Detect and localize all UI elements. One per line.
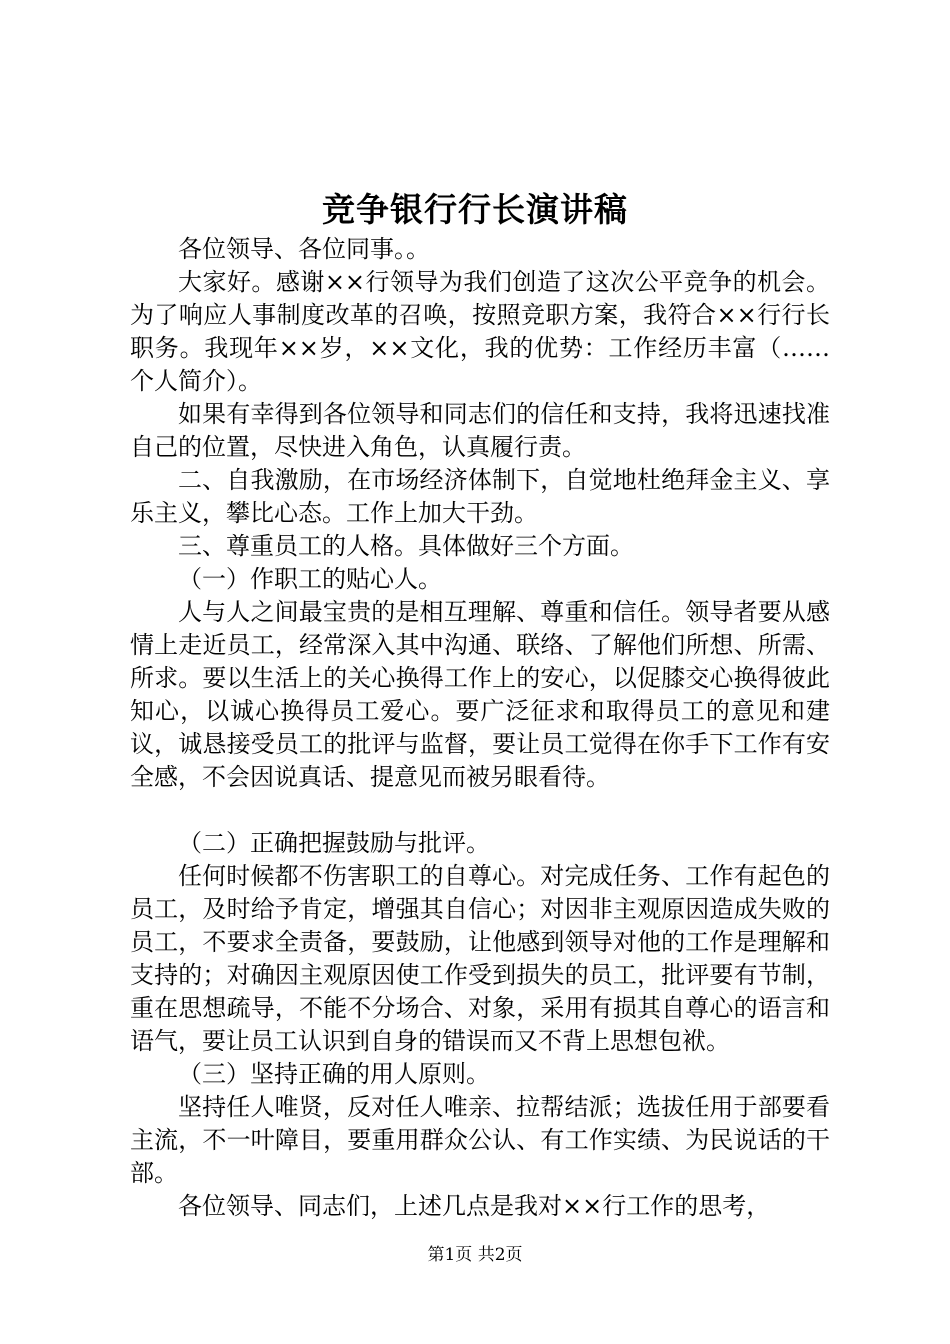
paragraph-section-three: 坚持任人唯贤，反对任人唯亲、拉帮结派；选拔任用于部要看主流，不一叶障目，要重用群众公认、有工作实绩、为民说话的干部。: [130, 1093, 830, 1187]
heading-section-three: （三）坚持正确的用人原则。: [178, 1060, 490, 1088]
paragraph-greeting: 各位领导、各位同事。。: [178, 235, 430, 263]
paragraph-section-one: 人与人之间最宝贵的是相互理解、尊重和信任。领导者要从感情上走近员工，经常深入其中沟通、联络、了解他们所想、所需、所求。要以生活上的关心换得工作上的安心，以促膝交心换得彼此知心，以诚心换得员工爱心。要广泛征求和取得员工的意见和建议，诚恳接受员工的批评与监督，要让员工觉得在你手下工作有安全感，不会因说真话、提意见而被另眼看待。: [130, 598, 830, 791]
heading-section-one: （一）作职工的贴心人。: [178, 565, 442, 593]
paragraph-closing: 各位领导、同志们，上述几点是我对××行工作的思考，: [178, 1192, 771, 1220]
document-body: [130, 233, 830, 1223]
paragraph-introduction: 大家好。感谢××行领导为我们创造了这次公平竞争的机会。为了响应人事制度改革的召唤，按照竞职方案，我符合××行行长职务。我现年××岁，××文化，我的优势：工作经历丰富（……个人简介）。: [130, 268, 830, 395]
document-title: 竞争银行行长演讲稿: [322, 190, 628, 229]
heading-section-two: （二）正确把握鼓励与批评。: [178, 829, 490, 857]
paragraph-section-two: 任何时候都不伤害职工的自尊心。对完成任务、工作有起色的员工，及时给予肯定，增强其自信心；对因非主观原因造成失败的员工，不要求全责备，要鼓励，让他感到领导对他的工作是理解和支持的；对确因主观原因使工作受到损失的员工，批评要有节制，重在思想疏导，不能不分场合、对象，采用有损其自尊心的语言和语气，要让员工认识到自身的错误而又不背上思想包袱。: [130, 862, 830, 1055]
paragraph-commitment: 如果有幸得到各位领导和同志们的信任和支持，我将迅速找准自己的位置，尽快进入角色，认真履行责。: [130, 400, 830, 461]
paragraph-self-motivation: 二、自我激励，在市场经济体制下，自觉地杜绝拜金主义、享乐主义，攀比心态。工作上加大干劲。: [130, 466, 830, 527]
page-footer: 第1页 共2页: [427, 1245, 523, 1265]
paragraph-respect-staff: 三、尊重员工的人格。具体做好三个方面。: [178, 532, 634, 560]
